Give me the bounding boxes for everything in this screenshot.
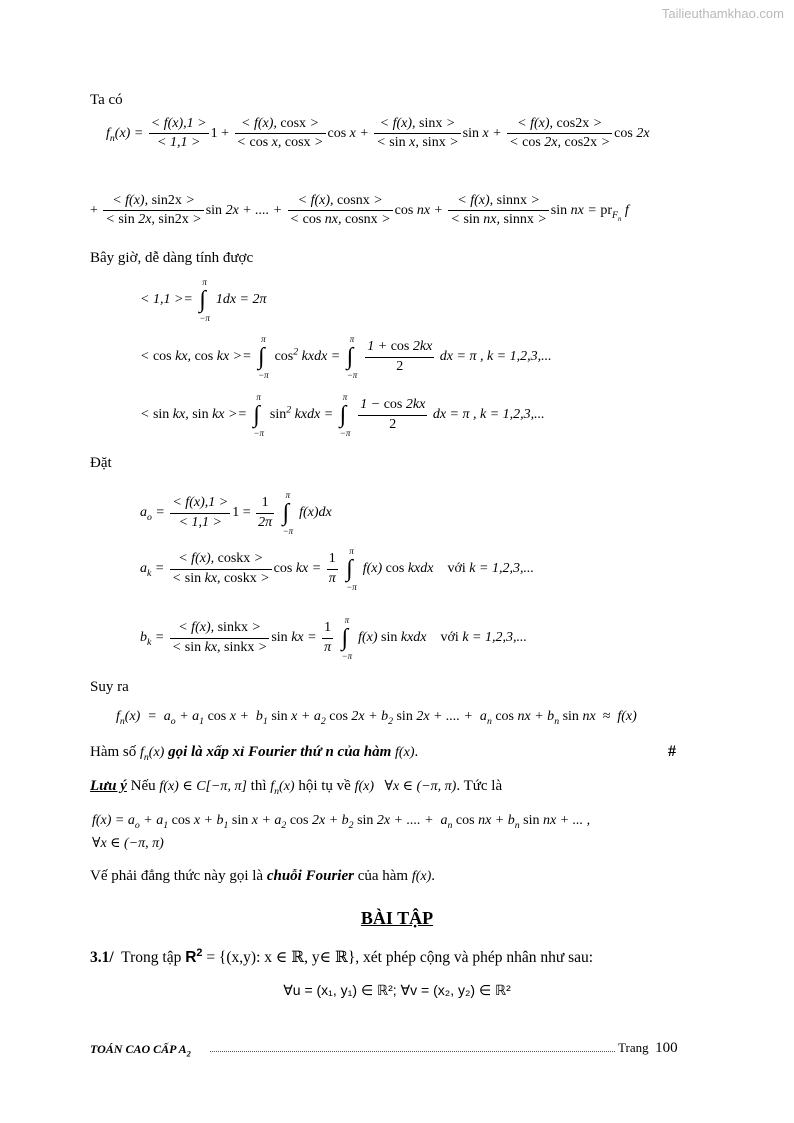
footer-title: TOÁN CAO CẤP $A_2$ — [90, 1042, 191, 1059]
bay-gio-label: Bây giờ, dễ dàng tính được — [90, 250, 254, 266]
integral-cos: < cos kx, cos kx >= π ∫ −π $\cos^2$ kxdx = π ∫ −π $\frac{1 + \cos 2kx}{2}$ dx = π , k = 1,2,3,... — [140, 334, 552, 380]
end-mark: # — [668, 743, 676, 760]
ta-co-label: Ta có — [90, 92, 123, 108]
fourier-expansion-line-2: + $\frac{< f(x), \sin 2x >}{< \sin 2x, \sin 2x >}$ sin 2x + .... + $\frac{\text{< f(x), cosnx >}}{\text{< cos nx, cosnx >}}$ cos nx + $\frac{\text{< f(x), sinnx >}}{\text{< sin nx, sinnx >}}$ sin nx = $pr_{F_n}$ f — [90, 193, 629, 228]
footer-page: Trang 100 — [618, 1040, 678, 1056]
exercise-3-1: 3.1/ Trong tập $R^2 = \{(x,y)$: x ∈ ℝ, y∈ ℝ}, xét phép cộng và phép nhân như sau: — [90, 947, 594, 967]
pr-operator: pr — [600, 202, 612, 218]
fourier-series-domain: ∀x ∈ (−π, π) — [92, 836, 164, 851]
definition-sentence: Hàm số $f_n(x)$ gọi là xấp xỉ Fourier thứ n của hàm f(x). — [90, 744, 419, 763]
integral-sin: < sin kx, sin kx >= π ∫ −π $\sin^2$ kxdx = π ∫ −π $\frac{1 - \cos 2kx}{2}$ dx = π , k = 1,2,3,... — [140, 392, 545, 438]
coefficient-a0: $a_o$ = $\frac{< f(x),1 >}{< 1,1 >}$ 1 = $\frac{1}{2\pi}$ π ∫ −π f(x)dx — [140, 490, 332, 536]
coefficient-bk: $b_k$ = $\frac{\text{< f(x), sinkx >}}{\text{< sin kx, sinkx >}}$ sin kx = $\frac{1}{\pi}$ π ∫ −π f(x) sin kxdx với k = 1,2,3,... — [140, 615, 527, 661]
fourier-expansion-line-1: $f_n(x)$ = $\frac{< f(x),1 >}{< 1,1 >}$ 1 + $\frac{< f(x), \cos x >}{\text{< cos x, cosx >}}$ cos x + $\frac{< f(x), \sin x >}{\text{< sin x, sinx >}}$ sin x + $\frac{< f(x), \cos 2x >}{< \cos 2x, \cos 2x >}$ cos 2x — [106, 116, 650, 151]
watermark: Tailieuthamkhao.com — [661, 6, 784, 21]
coefficient-ak: $a_k$ = $\frac{\text{< f(x), coskx >}}{\text{< sin kx, coskx >}}$ cos kx = $\frac{1}{\pi}$ π ∫ −π f(x) cos kxdx với k = 1,2,3,... — [140, 546, 534, 592]
note-sentence: Lưu ý Nếu f(x) ∈ C[−π, π] thì $f_n(x)$ hội tụ về f(x) ∀x ∈ (−π, π). Tức là — [90, 778, 503, 797]
forall-line: ∀u = (x₁, y₁) ∈ ℝ²; ∀v = (x₂, y₂) ∈ ℝ² — [283, 982, 511, 998]
fourier-series-formula: $f(x) = a_o + a_1$ $\cos x + b_1$ $\sin x + a_2$ $\cos 2x + b_2$ sin 2x + .... + $a_n$ cos nx + $b_n$ sin nx + ... , — [92, 813, 591, 831]
exercise-heading: BÀI TẬP — [360, 908, 434, 928]
integral-one: < 1,1 >= π ∫ −π 1dx = 2π — [140, 277, 267, 323]
dat-label: Đặt — [90, 455, 112, 471]
series-definition: Vế phải đẳng thức này gọi là chuỗi Fourier của hàm f(x). — [90, 868, 436, 884]
fourier-approx-formula: $f_n(x) = a_o + a_1$ $\cos x + b_1$ $\sin x + a_2$ $\cos 2x + b_2$ sin 2x + .... + $a_n$ cos nx + $b_n$ sin nx ≈ f(x) — [116, 709, 637, 727]
suy-ra-label: Suy ra — [90, 679, 129, 695]
footer-dots — [210, 1051, 615, 1052]
